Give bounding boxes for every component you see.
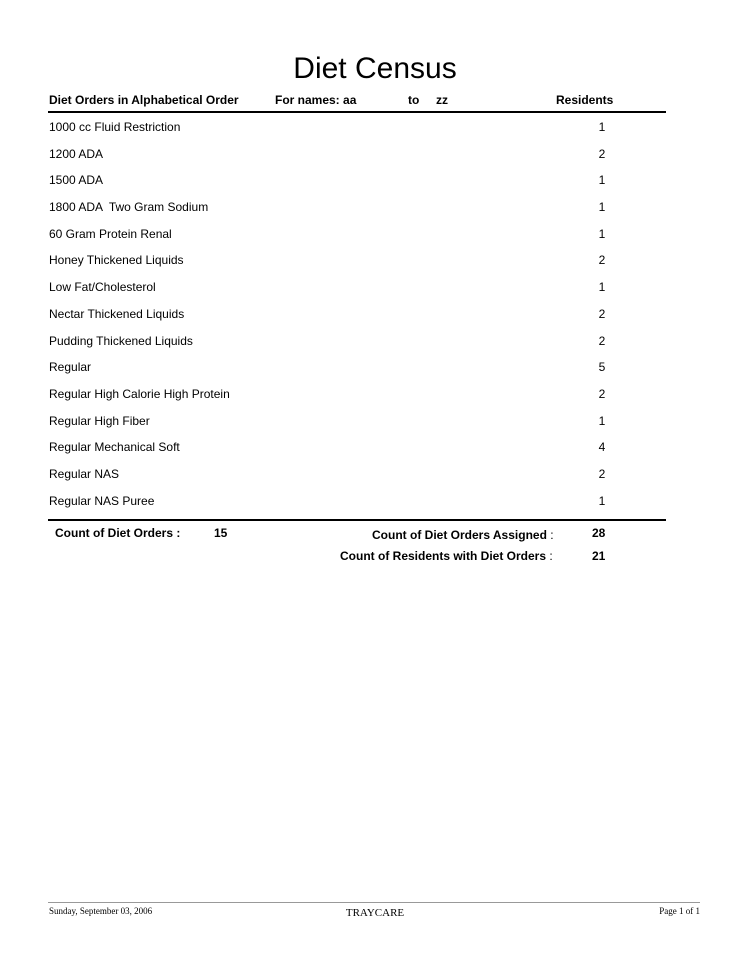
summary-rule — [48, 519, 666, 521]
residents-count: 4 — [598, 440, 606, 455]
footer-rule — [48, 902, 700, 903]
table-row — [49, 383, 619, 410]
to-label: to — [408, 93, 420, 107]
table-row — [49, 410, 619, 437]
diet-orders-list — [49, 116, 619, 516]
table-row — [49, 223, 619, 250]
diet-order-label: 1200 ADA — [49, 146, 104, 161]
table-row — [49, 303, 619, 330]
count-diet-orders-label: Count of Diet Orders : — [55, 526, 181, 540]
residents-count: 1 — [598, 493, 606, 508]
residents-with-orders-label-text: Count of Residents with Diet Orders — [340, 549, 547, 563]
table-row — [49, 116, 619, 143]
residents-count: 1 — [598, 280, 606, 295]
table-row — [49, 463, 619, 490]
residents-count: 2 — [598, 253, 606, 268]
orders-assigned-label-text: Count of Diet Orders Assigned — [372, 528, 547, 542]
table-row — [49, 436, 619, 463]
residents-count: 1 — [598, 120, 606, 134]
diet-order-label: Low Fat/Cholesterol — [49, 280, 156, 295]
residents-count: 1 — [598, 200, 606, 215]
residents-count: 5 — [598, 360, 606, 375]
diet-order-label: Regular High Fiber — [49, 413, 150, 428]
residents-count: 2 — [598, 146, 606, 161]
count-diet-orders-value: 15 — [214, 526, 228, 540]
diet-order-label: 1800 ADA Two Gram Sodium — [49, 200, 209, 215]
diet-order-label: Regular NAS — [49, 466, 120, 481]
footer-page-number: Page 1 of 1 — [659, 906, 700, 916]
footer-app-name: TRAYCARE — [345, 907, 405, 919]
orders-assigned-value: 28 — [592, 526, 606, 540]
diet-order-label: 1500 ADA — [49, 173, 104, 188]
orders-assigned-label — [372, 528, 554, 542]
diet-order-label: Regular High Calorie High Protein — [49, 386, 230, 401]
residents-count: 2 — [598, 386, 606, 401]
diet-order-label: 60 Gram Protein Renal — [49, 226, 172, 241]
residents-count: 2 — [598, 333, 606, 348]
table-row — [49, 356, 619, 383]
table-row — [49, 249, 619, 276]
footer-date: Sunday, September 03, 2006 — [49, 906, 153, 916]
residents-with-orders-value: 21 — [592, 549, 606, 563]
diet-order-label: Regular Mechanical Soft — [49, 440, 180, 455]
residents-column-header: Residents — [556, 93, 614, 107]
page-title: Diet Census — [293, 52, 457, 85]
diet-order-label: Nectar Thickened Liquids — [49, 306, 185, 321]
diet-orders-column-header: Diet Orders in Alphabetical Order — [49, 93, 239, 107]
diet-order-label: 1000 cc Fluid Restriction — [49, 120, 181, 134]
residents-with-orders-label — [340, 549, 553, 563]
table-row — [49, 143, 619, 170]
residents-count: 2 — [598, 466, 606, 481]
table-row — [49, 276, 619, 303]
residents-count: 1 — [598, 226, 606, 241]
residents-count: 2 — [598, 306, 606, 321]
diet-order-label: Honey Thickened Liquids — [49, 253, 184, 268]
for-names-label: For names: aa — [275, 93, 357, 107]
diet-order-label: Regular — [49, 360, 92, 375]
table-row — [49, 330, 619, 357]
table-row — [49, 169, 619, 196]
header-rule — [48, 111, 666, 113]
table-row — [49, 490, 619, 517]
residents-count: 1 — [598, 413, 606, 428]
table-row — [49, 196, 619, 223]
to-value: zz — [436, 93, 448, 107]
diet-order-label: Pudding Thickened Liquids — [49, 333, 193, 348]
diet-order-label: Regular NAS Puree — [49, 493, 155, 508]
orders-assigned-colon: : — [550, 528, 554, 542]
residents-count: 1 — [598, 173, 606, 188]
residents-with-orders-colon: : — [549, 549, 553, 563]
